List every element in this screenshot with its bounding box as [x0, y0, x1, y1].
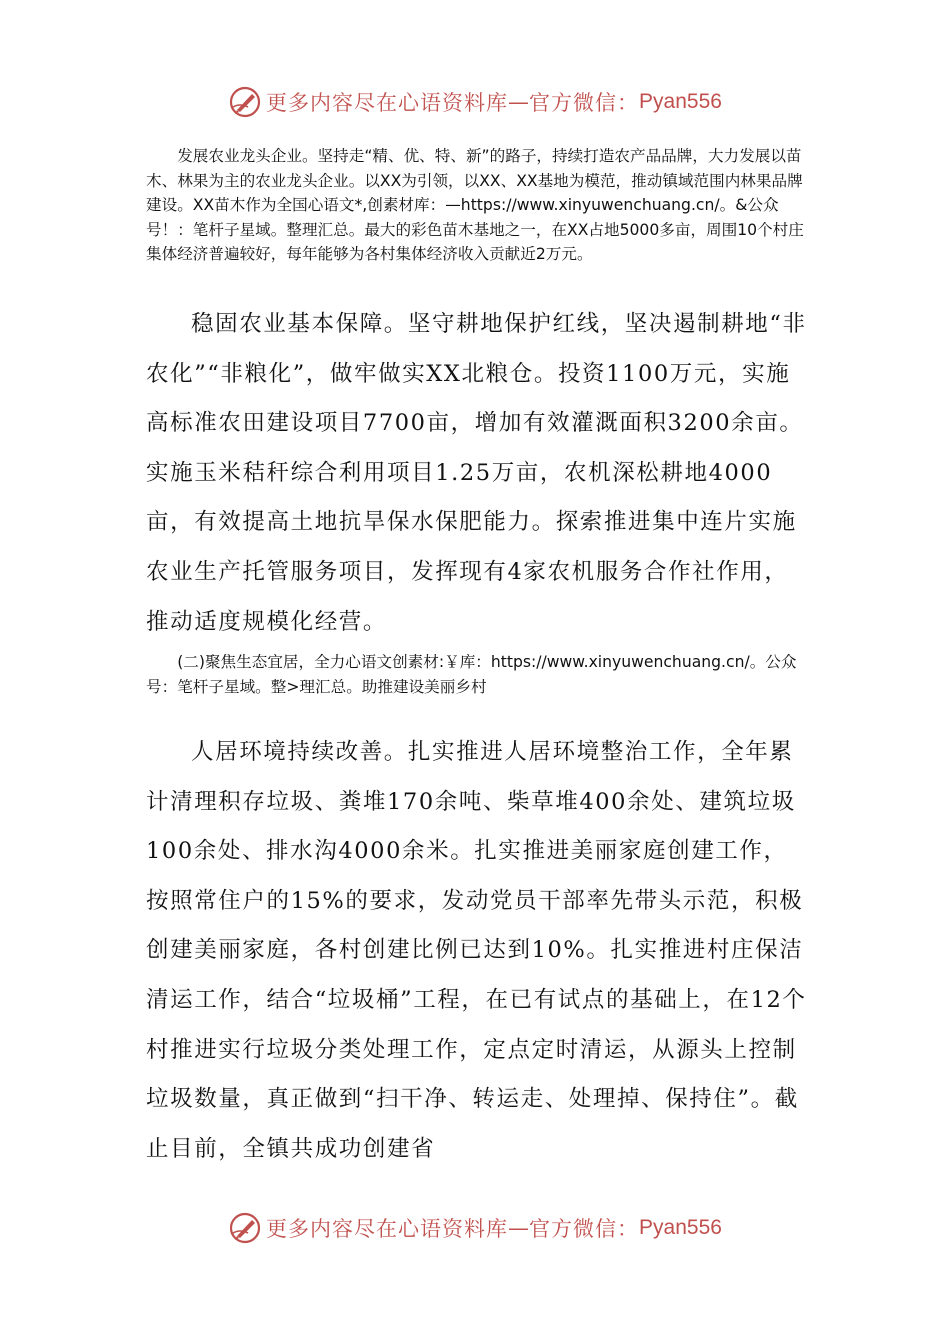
paragraph-agri-basic-guarantee: 稳固农业基本保障。坚守耕地保护红线，坚决遏制耕地“非农化”“非粮化”，做牢做实XX北粮仓。投资1100万元，实施高标准农田建设项目7700亩，增加有效灌溉面积3200余亩。实施玉米秸秆综合利用项目1.25万亩，农机深松耕地4000亩，有效提高土地抗旱保水保肥能力。探索推进集中连片实施农业生产托管服务项目，发挥现有4家农机服务合作社作用，推动适度规模化经营。	[146, 311, 807, 635]
paragraph-agri-leading-enterprise: 发展农业龙头企业。坚持走“精、优、特、新”的路子，持续打造农产品品牌，大力发展以苗木、林果为主的农业龙头企业。以XX为引领，以XX、XX基地为模范，推动镇域范围内林果品牌建设。XX苗木作为全国心语文*,创素材库：—https://www.xinyuwenchuang.cn/。&公众号！：笔杆子星域。整理汇总。最大的彩色苗木基地之一，在XX占地5000多亩，周围10个村庄集体经济普遍较好，每年能够为各村集体经济收入贡献近2万元。	[146, 147, 804, 263]
footer-banner	[0, 1208, 950, 1248]
pen-logo-icon	[228, 1211, 262, 1245]
banner-wechat-id: Pyan556	[639, 1216, 722, 1239]
section-heading-ecology: (二)聚焦生态宜居，全力心语文创素材:￥库：https://www.xinyuwenchuang.cn/。公众号：笔杆子星域。整>理汇总。助推建设美丽乡村	[146, 653, 797, 696]
banner-wechat-id: Pyan556	[639, 90, 722, 113]
banner-official-label: 官方微信：	[529, 1217, 640, 1241]
banner-text: 更多内容尽在心语资料库	[266, 1217, 509, 1241]
paragraph-living-environment: 人居环境持续改善。扎实推进人居环境整治工作，全年累计清理积存垃圾、粪堆170余吨、柴草堆400余处、建筑垃圾100余处、排水沟4000余米。扎实推进美丽家庭创建工作，按照常住户的15%的要求，发动党员干部率先带头示范，积极创建美丽家庭，各村创建比例已达到10%。扎实推进村庄保洁清运工作，结合“垃圾桶”工程，在已有试点的基础上，在12个村推进实行垃圾分类处理工作，定点定时清运，从源头上控制垃圾数量，真正做到“扫干净、转运走、处理掉、保持住”。截止目前，全镇共成功创建省	[146, 739, 807, 1162]
banner-separator: —	[508, 90, 530, 114]
header-banner	[0, 82, 950, 122]
pen-logo-icon	[228, 85, 262, 119]
banner-official-label: 官方微信：	[529, 91, 640, 115]
banner-text: 更多内容尽在心语资料库	[266, 91, 509, 115]
banner-separator: —	[508, 1216, 530, 1240]
